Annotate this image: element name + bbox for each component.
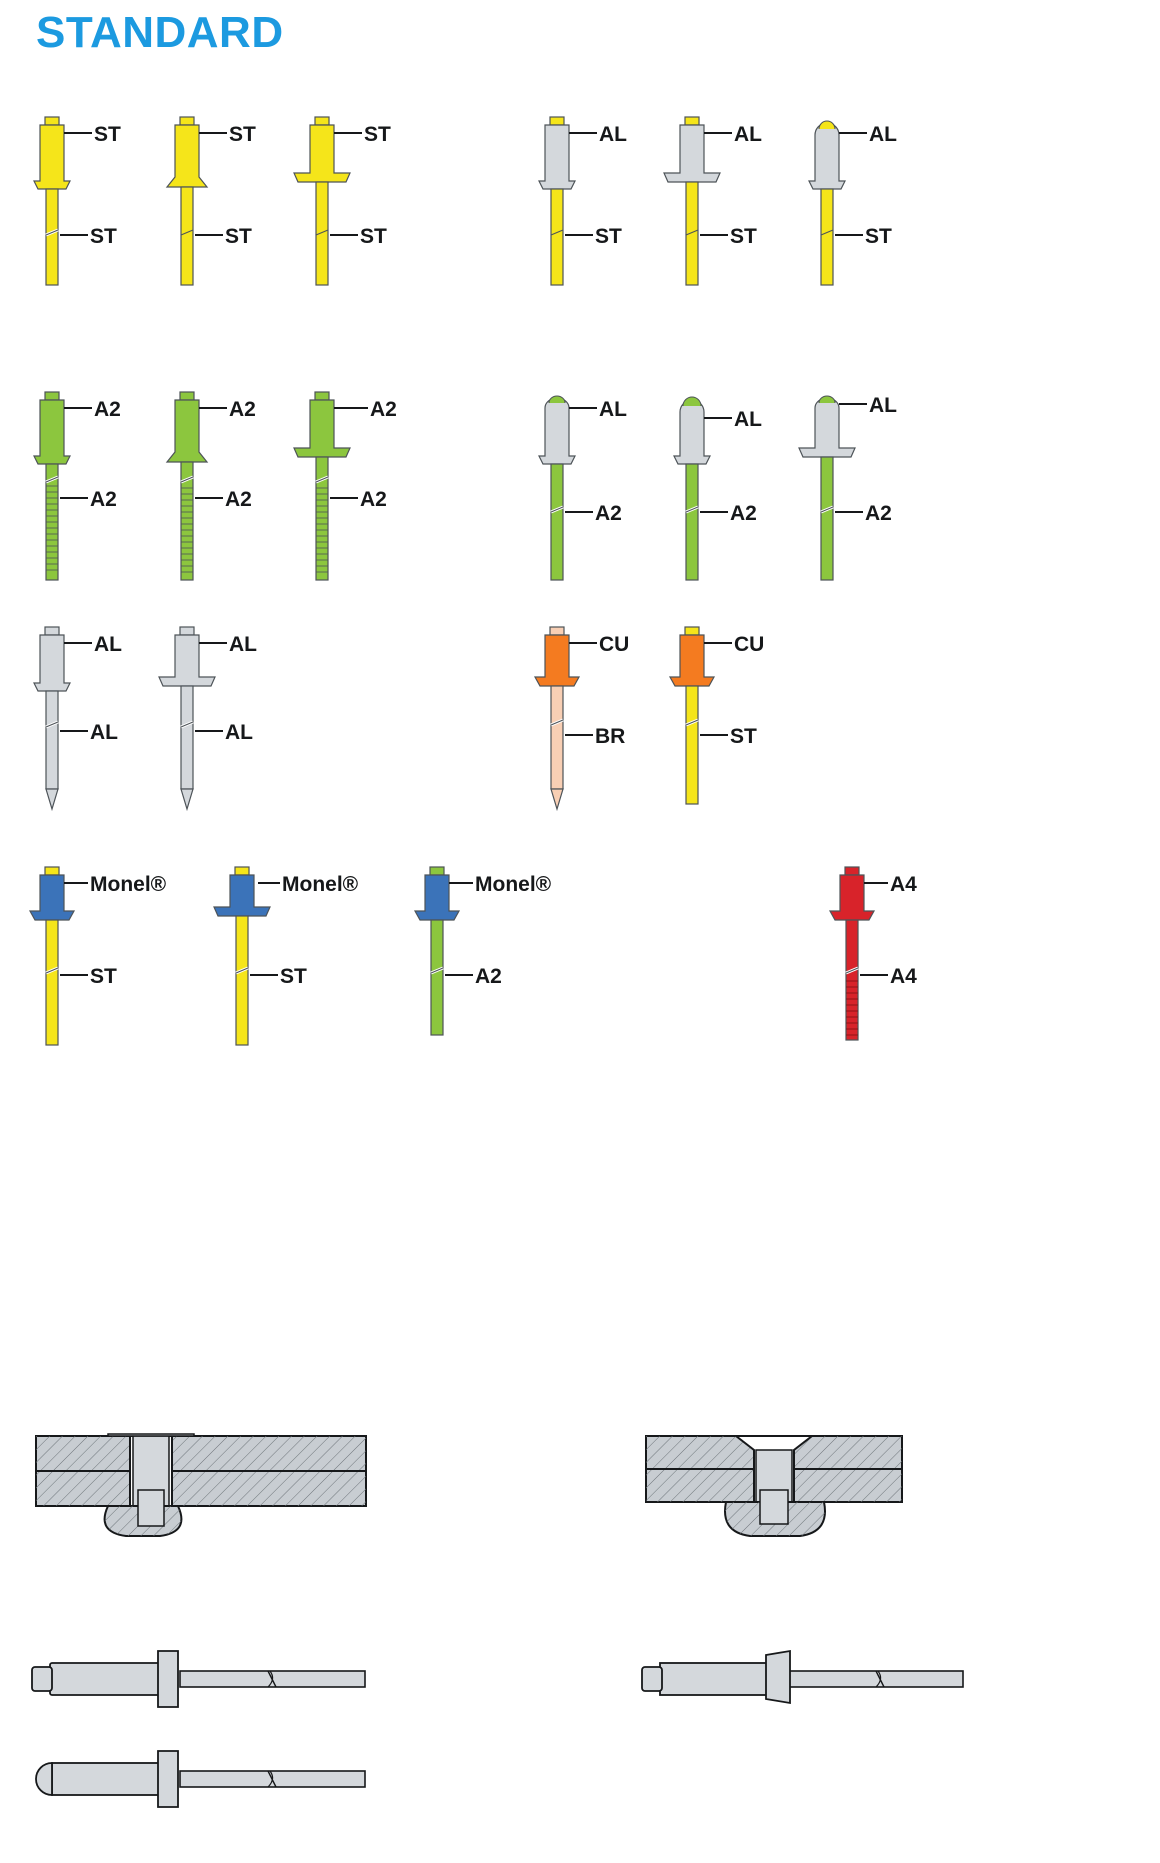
rivet-label-mandrel: ST: [865, 225, 892, 248]
rivet-label-body: A2: [94, 398, 121, 421]
rivet-al-st-dome: [525, 105, 675, 315]
rivet-al-al-dome: [20, 625, 170, 835]
rivet-al-al-largeflange: [155, 625, 305, 835]
rivet-label-body: A2: [370, 398, 397, 421]
rivet-label-body: AL: [869, 123, 897, 146]
rivet-label-body: AL: [229, 633, 257, 656]
rivet-al-st-closedend: [795, 105, 945, 315]
rivet-label-body: CU: [599, 633, 630, 656]
rivet-label-body: AL: [599, 398, 627, 421]
rivet-al-a2-largeflange: [795, 390, 945, 600]
rivet-label-mandrel: ST: [280, 965, 307, 988]
side-view-closed-end: [20, 1745, 380, 1840]
rivet-label-mandrel: A2: [90, 488, 117, 511]
rivet-label-body: AL: [734, 123, 762, 146]
side-view-dome-head: [20, 1645, 380, 1730]
rivet-al-a2-closedend: [660, 390, 810, 600]
rivet-label-body: A2: [229, 398, 256, 421]
rivet-label-mandrel: ST: [225, 225, 252, 248]
rivet-al-st-largeflange: [660, 105, 810, 315]
rivet-label-body: AL: [734, 408, 762, 431]
rivet-cu-st-dome: [660, 625, 810, 835]
section-figure-left: [30, 1430, 370, 1595]
rivet-a4-a4-dome: [820, 865, 970, 1075]
section-figure-right: [640, 1430, 940, 1595]
rivet-label-mandrel: A2: [475, 965, 502, 988]
rivet-al-a2-dome: [525, 390, 675, 600]
rivet-label-body: AL: [869, 394, 897, 417]
rivet-label-mandrel: A2: [595, 502, 622, 525]
rivet-label-mandrel: ST: [730, 725, 757, 748]
rivet-label-mandrel: ST: [90, 965, 117, 988]
rivet-label-body: ST: [229, 123, 256, 146]
rivet-label-mandrel: ST: [730, 225, 757, 248]
rivet-label-mandrel: ST: [360, 225, 387, 248]
rivet-label-body: ST: [94, 123, 121, 146]
side-view-countersunk: [630, 1645, 970, 1730]
rivet-label-mandrel: ST: [90, 225, 117, 248]
rivet-st-st-countersunk: [155, 105, 305, 315]
rivet-label-mandrel: A2: [225, 488, 252, 511]
rivet-label-mandrel: A2: [865, 502, 892, 525]
rivet-label-body: ST: [364, 123, 391, 146]
rivet-label-body: Monel®: [475, 873, 552, 896]
rivet-label-body: AL: [94, 633, 122, 656]
rivet-cu-br-dome: [525, 625, 675, 835]
rivet-label-body: CU: [734, 633, 765, 656]
rivet-monel-a2-dome: [405, 865, 555, 1075]
rivet-st-st-largeflange: [290, 105, 440, 315]
rivet-a2-a2-largeflange: [290, 390, 440, 600]
rivet-label-mandrel: AL: [90, 721, 118, 744]
rivet-label-mandrel: AL: [225, 721, 253, 744]
rivet-st-st-dome: [20, 105, 170, 315]
rivet-label-body: Monel®: [282, 873, 359, 896]
rivet-label-mandrel: A2: [730, 502, 757, 525]
rivet-label-mandrel: A4: [890, 965, 917, 988]
rivet-monel-st-largeflange: [210, 865, 360, 1075]
rivet-label-body: Monel®: [90, 873, 167, 896]
rivet-a2-a2-dome: [20, 390, 170, 600]
rivet-label-body: AL: [599, 123, 627, 146]
rivet-label-mandrel: ST: [595, 225, 622, 248]
rivet-label-mandrel: BR: [595, 725, 626, 748]
rivet-monel-st-dome: [20, 865, 170, 1075]
page-title: STANDARD: [36, 8, 284, 57]
rivet-label-mandrel: A2: [360, 488, 387, 511]
rivet-label-body: A4: [890, 873, 917, 896]
rivet-a2-a2-countersunk: [155, 390, 305, 600]
